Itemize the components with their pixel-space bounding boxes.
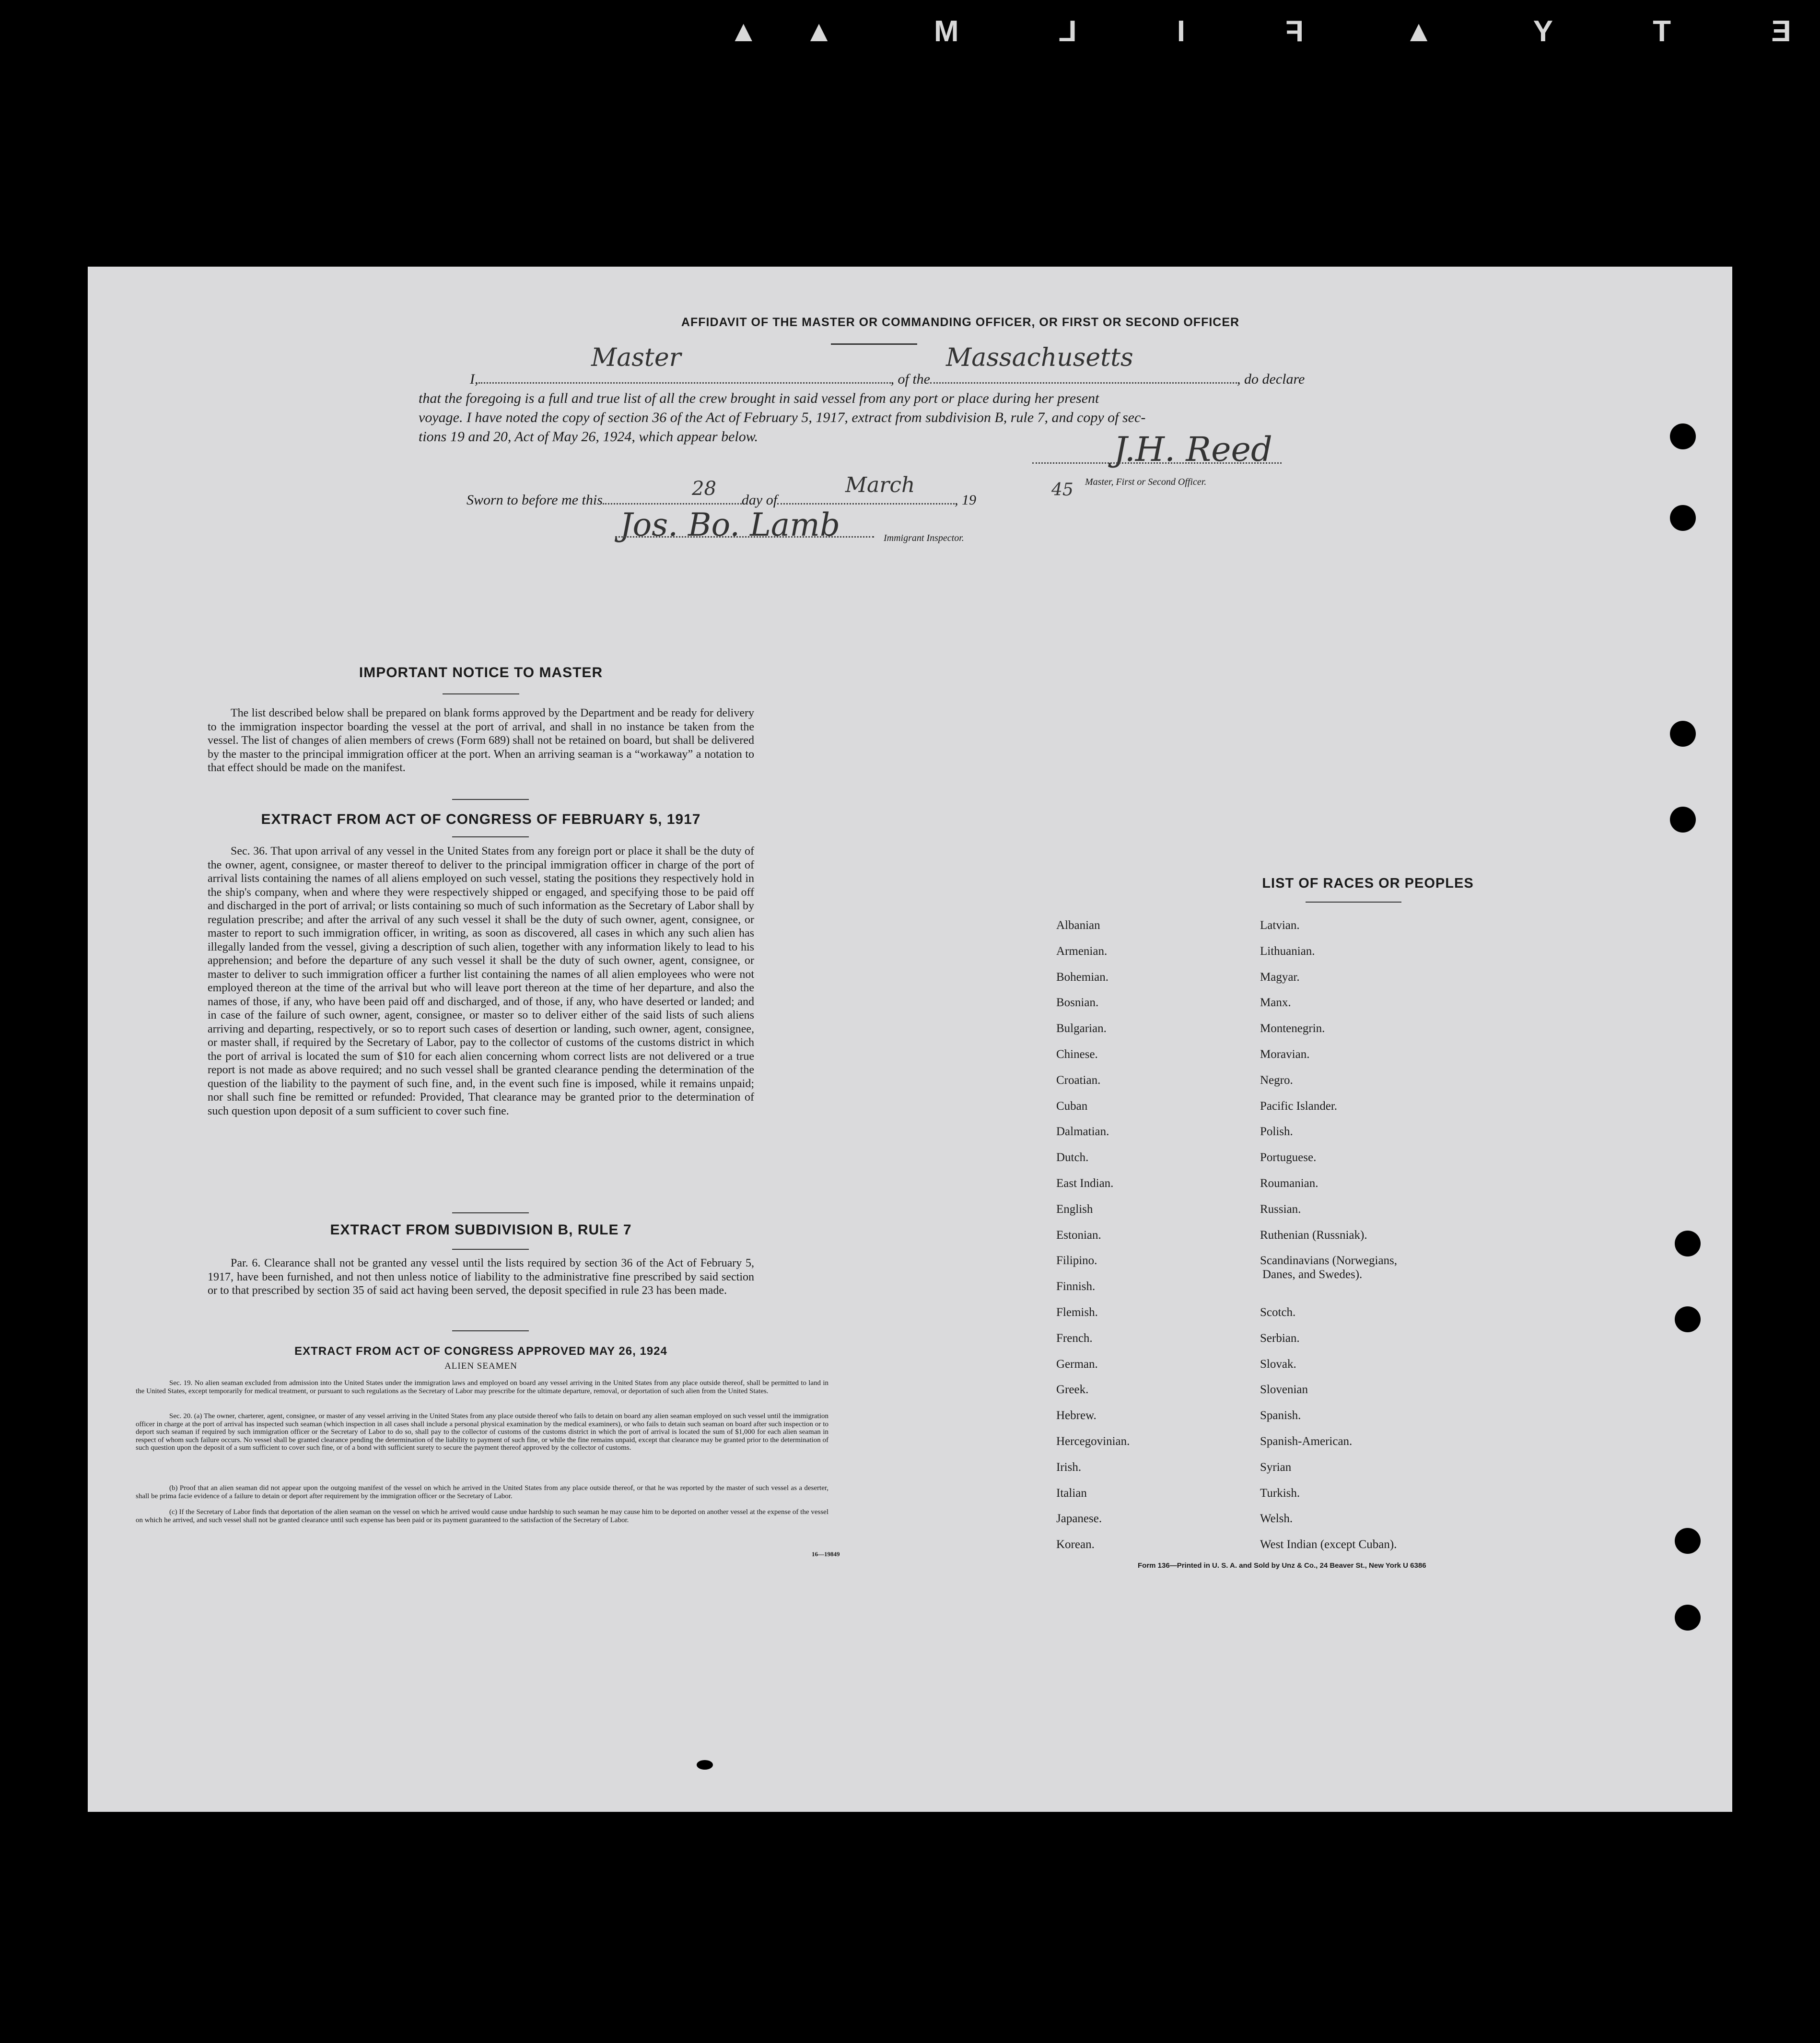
race-item: West Indian (except Cuban).: [1260, 1538, 1397, 1551]
notice-text: The list described below shall be prepared on blank forms approved by the Department and be ready for delivery to the immigration inspector boarding the vessel at the port of arrival, and shall in no instance be taken from the vessel. The list of changes of alien members of crews (Form 689) shall not be retained on board, but shall be delivered by the master to the principal immigration officer at the port. When an arriving seaman is a “workaway” a notation to that effect should be made on the manifest.: [208, 707, 754, 774]
sec-20c-text: (c) If the Secretary of Labor finds that deportation of the alien seaman on the vessel on which he arrived would cause undue hardship to such seaman he may cause him to be deported on another vessel at the expense of the vessel on which he arrived, and such vessel shall not be granted clearance until such expense has been paid or its payment guaranteed to the satisfaction of the Secretary of Labor.: [136, 1508, 828, 1524]
race-item: Flemish.: [1056, 1306, 1098, 1319]
race-item: Armenian.: [1056, 944, 1108, 958]
divider: [452, 1330, 529, 1331]
inspector-signature: Jos. Bo. Lamb: [620, 506, 840, 543]
affidavit-title: AFFIDAVIT OF THE MASTER OR COMMANDING OFFICER, OR FIRST OR SECOND OFFICER: [681, 316, 1240, 329]
inspector-caption: Immigrant Inspector.: [884, 533, 964, 543]
extract-1917-title: EXTRACT FROM ACT OF CONGRESS OF FEBRUARY 5, 1917: [261, 811, 701, 827]
race-item: Latvian.: [1260, 919, 1300, 932]
race-item: Slovenian: [1260, 1383, 1308, 1397]
races-title: LIST OF RACES OR PEOPLES: [1262, 876, 1474, 891]
race-item: East Indian.: [1056, 1177, 1114, 1190]
race-item: Japanese.: [1056, 1512, 1102, 1526]
year-label: , 19: [955, 492, 977, 508]
day-of-label: day of: [741, 492, 778, 508]
race-item: German.: [1056, 1357, 1098, 1371]
race-item: Albanian: [1056, 919, 1100, 932]
punch-hole: [1670, 807, 1696, 833]
punch-hole: [1675, 1605, 1701, 1631]
divider: [1306, 902, 1401, 903]
punch-hole: [1675, 1528, 1701, 1554]
race-item: Scotch.: [1260, 1306, 1296, 1319]
race-item: Manx.: [1260, 996, 1291, 1010]
declaration-line-4: tions 19 and 20, Act of May 26, 1924, which appear below.: [419, 429, 758, 445]
race-item: Bohemian.: [1056, 970, 1109, 984]
handwritten-name: Master: [591, 343, 681, 372]
extract-1917-text: Sec. 36. That upon arrival of any vessel in the United States from any foreign port or place it shall be the duty of the owner, agent, consignee, or master thereof to deliver to the principal immigration officer in charge of the port of arrival lists containing the names of all aliens employed on such vessel, stating the positions they respectively hold in the ship's company, when and where they were respectively shipped or engaged, and specifying those to be paid off and discharged in the port of arrival; or lists containing so much of such information as the Secretary of Labor shall by regulation prescribe; and after the arrival of any such vessel it shall be the duty of such owner, agent, consignee, or master to report to such immigration officer, in writing, as soon as discovered, all cases in which any such alien has illegally landed from the vessel, giving a description of such alien, together with any information likely to lead to his apprehension; and before the departure of any such vessel it shall be the duty of such owner, agent, consignee, or master to deliver to such immigration officer a further list containing the names of all alien employees who were not employed thereon at the time of the arrival but who will leave port thereon at the time of her departure, and also the names of those, if any, who have been paid off and discharged, and of those, if any, who have deserted or landed; and in case of the failure of such owner, agent, consignee, or master so to deliver either of the said lists of such aliens arriving and departing, respectively, or so to report such cases of desertion or landing, such owner, agent, consignee, or master shall, if required by the Secretary of Labor, pay to the collector of customs of the customs district in which the port of arrival is located the sum of $10 for each alien concerning whom correct lists are not delivered or a true report is not made as above required; and no such vessel shall be granted clearance pending the determination of the question of the liability to the payment of such fine, and, in the event such fine is imposed, while it remains unpaid; nor shall such fine be remitted or refunded: Provided, That clearance may be granted prior to the determination of such question upon deposit of a sum sufficient to cover such fine.: [208, 845, 754, 1117]
inspector-signature-line: [615, 526, 874, 540]
divider: [443, 693, 519, 694]
race-item: Russian.: [1260, 1202, 1301, 1216]
officer-caption: Master, First or Second Officer.: [1085, 477, 1207, 487]
punch-hole: [1670, 423, 1696, 449]
race-item: Negro.: [1260, 1073, 1293, 1087]
race-item: Cuban: [1056, 1099, 1088, 1113]
film-mark: E T Y ▲ F I L M ▲▲: [683, 15, 1791, 48]
punch-hole: [1675, 1231, 1701, 1256]
declaration-line-2: that the foregoing is a full and true list of all the crew brought in said vessel from any port or place during her present: [419, 390, 1099, 406]
punch-hole: [1670, 505, 1696, 531]
race-item: Slovak.: [1260, 1357, 1296, 1371]
race-item: Greek.: [1056, 1383, 1089, 1397]
race-item: Italian: [1056, 1486, 1087, 1500]
officer-signature: J.H. Reed: [1114, 430, 1272, 469]
race-item: Filipino.: [1056, 1254, 1097, 1268]
extract-1924-title: EXTRACT FROM ACT OF CONGRESS APPROVED MAY 26, 1924: [294, 1345, 667, 1358]
race-item: Portuguese.: [1260, 1151, 1317, 1164]
divider: [452, 836, 529, 837]
race-item: Roumanian.: [1260, 1177, 1318, 1190]
race-item: Estonian.: [1056, 1228, 1101, 1242]
form-footer: Form 136—Printed in U. S. A. and Sold by Unz & Co., 24 Beaver St., New York U 6386: [1138, 1562, 1426, 1570]
race-item: English: [1056, 1202, 1093, 1216]
race-item: Bulgarian.: [1056, 1022, 1107, 1035]
race-item: Scandinavians (Norwegians,: [1260, 1254, 1398, 1268]
form-code: 16—19849: [812, 1550, 840, 1558]
race-item: Bosnian.: [1056, 996, 1099, 1010]
race-item: Irish.: [1056, 1460, 1082, 1474]
divider: [831, 343, 917, 345]
race-item: Serbian.: [1260, 1331, 1300, 1345]
divider: [452, 799, 529, 800]
do-declare-label: , do declare: [1237, 371, 1305, 387]
ink-spot: [697, 1760, 713, 1770]
extract-1924-subtitle: ALIEN SEAMEN: [444, 1361, 517, 1371]
race-item: Danes, and Swedes).: [1262, 1268, 1363, 1281]
race-item: Hebrew.: [1056, 1409, 1097, 1422]
race-item: Welsh.: [1260, 1512, 1293, 1526]
handwritten-year: 45: [1051, 480, 1073, 500]
race-item: Finnish.: [1056, 1280, 1096, 1293]
handwritten-day: 28: [692, 478, 716, 500]
divider: [452, 1212, 529, 1213]
handwritten-vessel: Massachusetts: [946, 343, 1133, 372]
race-item: Spanish-American.: [1260, 1435, 1353, 1448]
sworn-label: Sworn to before me this: [467, 492, 603, 508]
race-item: Polish.: [1260, 1125, 1293, 1139]
race-item: Syrian: [1260, 1460, 1292, 1474]
race-item: Moravian.: [1260, 1048, 1310, 1061]
race-item: Turkish.: [1260, 1486, 1300, 1500]
sec-19-text: Sec. 19. No alien seaman excluded from admission into the United States under the immigration laws and employed on board any vessel arriving in the United States from any place outside thereof, shall be permitted to land in the United States, except temporarily for medical treatment, or pursuant to such regulations as the Secretary of Labor may prescribe for the ultimate departure, removal, or deportation of such alien from the United States.: [136, 1379, 828, 1395]
race-item: Dutch.: [1056, 1151, 1089, 1164]
race-item: Chinese.: [1056, 1048, 1098, 1061]
race-item: Ruthenian (Russniak).: [1260, 1228, 1367, 1242]
rule-7-text: Par. 6. Clearance shall not be granted any vessel until the lists required by section 36 of the Act of February 5, 1917, have been furnished, and not then unless notice of liability to the administrative fine prescribed by said section or to that prescribed by section 35 of said act having been served, the deposit specified in rule 23 has been made.: [208, 1257, 754, 1297]
declaration-line-1: [470, 371, 1305, 387]
i-label: I,: [470, 371, 478, 387]
of-the-label: , of the: [890, 371, 930, 387]
race-item: Dalmatian.: [1056, 1125, 1109, 1139]
handwritten-month: March: [845, 473, 915, 497]
race-item: Korean.: [1056, 1538, 1095, 1551]
race-item: Lithuanian.: [1260, 944, 1315, 958]
race-item: French.: [1056, 1331, 1093, 1345]
race-item: Pacific Islander.: [1260, 1099, 1338, 1113]
declaration-line-3: voyage. I have noted the copy of section 36 of the Act of February 5, 1917, extract from subdivision B, rule 7, and copy of sec-: [419, 410, 1146, 425]
race-item: Montenegrin.: [1260, 1022, 1325, 1035]
document-page: [88, 267, 1732, 1812]
punch-hole: [1675, 1306, 1701, 1332]
race-item: Magyar.: [1260, 970, 1300, 984]
notice-title: IMPORTANT NOTICE TO MASTER: [359, 665, 603, 681]
rule-7-title: EXTRACT FROM SUBDIVISION B, RULE 7: [330, 1222, 632, 1238]
race-item: Spanish.: [1260, 1409, 1301, 1422]
divider: [452, 1249, 529, 1250]
sec-20a-text: Sec. 20. (a) The owner, charterer, agent, consignee, or master of any vessel arriving in the United States from any place outside thereof who fails to detain on board any alien seaman employed on such vessel until the immigration officer in charge at the port of arrival has inspected such seaman (which inspection in all cases shall include a personal physical examination by the medical examiners), or who fails to detain such seaman on board after such inspection or to deport such seaman if required by such immigration officer or the Secretary of Labor to do so, shall pay to the collector of customs of the customs district in which the port of arrival is located the sum of $1,000 for each alien seaman in respect of whom such failure occurs. No vessel shall be granted clearance pending the determination of the liability to payment of such fine, or while the fine remains unpaid, except that clearance may be granted prior to the determination of such question upon the deposit of a sum sufficient to cover such fine, or of a bond with sufficient surety to secure the payment thereof approved by the collector of customs.: [136, 1412, 828, 1452]
sec-20b-text: (b) Proof that an alien seaman did not appear upon the outgoing manifest of the vessel on which he arrived in the United States from any place outside thereof, or that he was reported by the master of such vessel as a deserter, shall be prima facie evidence of a failure to detain or deport after requirement by the immigration officer or the Secretary of Labor.: [136, 1484, 828, 1500]
race-item: Hercegovinian.: [1056, 1435, 1130, 1448]
race-item: Croatian.: [1056, 1073, 1101, 1087]
officer-signature-line: [1032, 452, 1282, 466]
punch-hole: [1670, 721, 1696, 747]
